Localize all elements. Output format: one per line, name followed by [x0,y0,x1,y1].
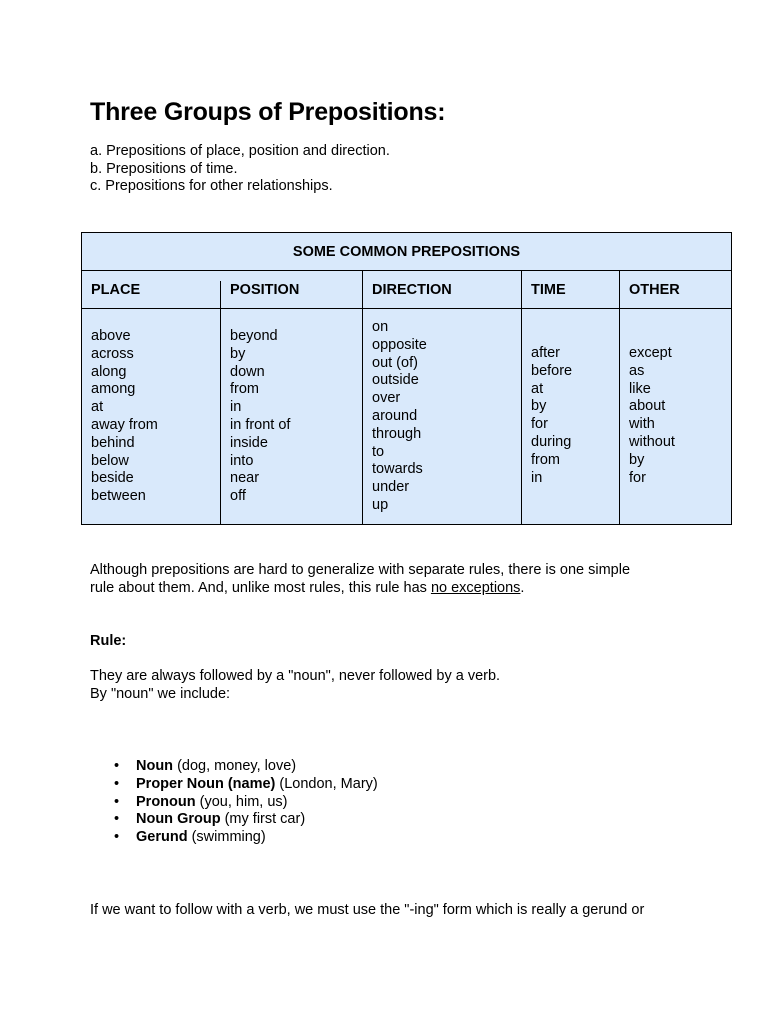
table-cell: without [629,433,675,450]
table-cell: in [230,399,242,416]
table-cell: about [629,398,666,415]
table-cell: towards [372,461,423,478]
column-time [522,345,620,487]
noun-list [114,758,378,847]
column-position [221,328,363,506]
prepositions-table [81,232,732,525]
header-position: POSITION [230,281,300,298]
list-example: (you, him, us) [195,793,288,810]
rule-heading: Rule: [90,633,127,649]
page-title: Three Groups of Prepositions: [90,98,446,126]
table-header-row [82,271,731,309]
list-term: Pronoun [136,793,196,810]
list-example: (dog, money, love) [173,758,297,774]
table-cell: with [629,416,655,433]
table-cell: like [629,380,651,397]
list-term: Proper Noun (name) [136,775,276,792]
table-cell: during [531,433,572,450]
table-cell: in front of [230,416,291,433]
bullet-icon: • [114,811,120,828]
column-other [620,345,731,487]
group-item: c. Prepositions for other relationships. [90,178,333,194]
groups-list [90,143,390,196]
table-cell: above [91,328,131,344]
paragraph-line: By "noun" we include: [90,685,231,702]
paragraph-line: Although prepositions are hard to generalize with separate rules, there is one simple [90,562,631,578]
table-cell: among [91,381,136,398]
table-cell: below [91,452,129,469]
intro-paragraph [90,562,630,597]
table-cell: along [91,363,127,380]
table-cell: after [531,345,561,361]
header-other: OTHER [629,281,680,298]
table-cell: from [531,451,560,468]
table-cell: between [91,488,146,505]
bullet-icon: • [114,758,120,774]
bullet-icon: • [114,829,120,846]
table-cell: to [372,443,385,460]
table-cell: in [531,469,543,486]
table-cell: opposite [372,336,427,353]
table-cell: around [372,407,418,424]
table-cell: by [629,451,645,468]
list-term: Noun Group [136,811,221,828]
table-cell: beside [91,470,134,487]
rule-paragraph [90,668,500,703]
table-cell: beyond [230,328,278,344]
column-direction [363,319,522,515]
group-item: b. Prepositions of time. [90,160,238,177]
list-example: (swimming) [187,829,266,846]
table-cell: as [629,362,645,379]
group-item: a. Prepositions of place, position and direction. [90,143,390,159]
table-cell: through [372,425,422,442]
paragraph-line: If we want to follow with a verb, we must use the "-ing" form which is really a gerund or [90,902,645,918]
table-cell: at [531,380,544,397]
table-cell: for [531,416,548,433]
table-cell: at [91,399,104,416]
list-example: (my first car) [220,811,306,828]
column-place [82,328,221,506]
table-cell: across [91,345,134,362]
table-cell: behind [91,434,135,451]
header-time: TIME [531,281,566,298]
table-cell: near [230,470,260,487]
table-cell: up [372,496,389,513]
table-cell: outside [372,372,419,389]
table-cell: under [372,479,410,496]
list-item [114,794,378,812]
bullet-icon: • [114,775,120,792]
table-cell: out (of) [372,354,418,371]
table-cell: from [230,381,259,398]
list-item [114,758,378,776]
header-direction: DIRECTION [372,281,452,298]
table-cell: except [629,345,672,361]
table-cell: for [629,469,646,486]
table-cell: off [230,488,246,505]
table-cell: inside [230,434,268,451]
list-item [114,811,378,829]
table-cell: away from [91,416,158,433]
text-span: rule about them. And, unlike most rules, this rule has [90,579,431,596]
header-place: PLACE [91,281,141,298]
closing-paragraph [90,902,644,920]
table-cell: over [372,390,401,407]
underlined-text: no exceptions [430,579,521,596]
list-item [114,776,378,794]
list-term: Gerund [136,829,188,846]
list-example: (London, Mary) [275,775,378,792]
table-cell: on [372,319,389,335]
table-caption: SOME COMMON PREPOSITIONS [82,233,731,271]
table-cell: by [531,398,547,415]
table-cell: before [531,362,573,379]
list-item [114,829,378,847]
bullet-icon: • [114,793,120,810]
table-cell: into [230,452,254,469]
text-span: . [520,579,525,596]
list-term: Noun [136,758,174,774]
paragraph-line [90,580,630,598]
paragraph-line: They are always followed by a "noun", never followed by a verb. [90,668,501,684]
table-cell: by [230,345,246,362]
table-cell: down [230,363,265,380]
